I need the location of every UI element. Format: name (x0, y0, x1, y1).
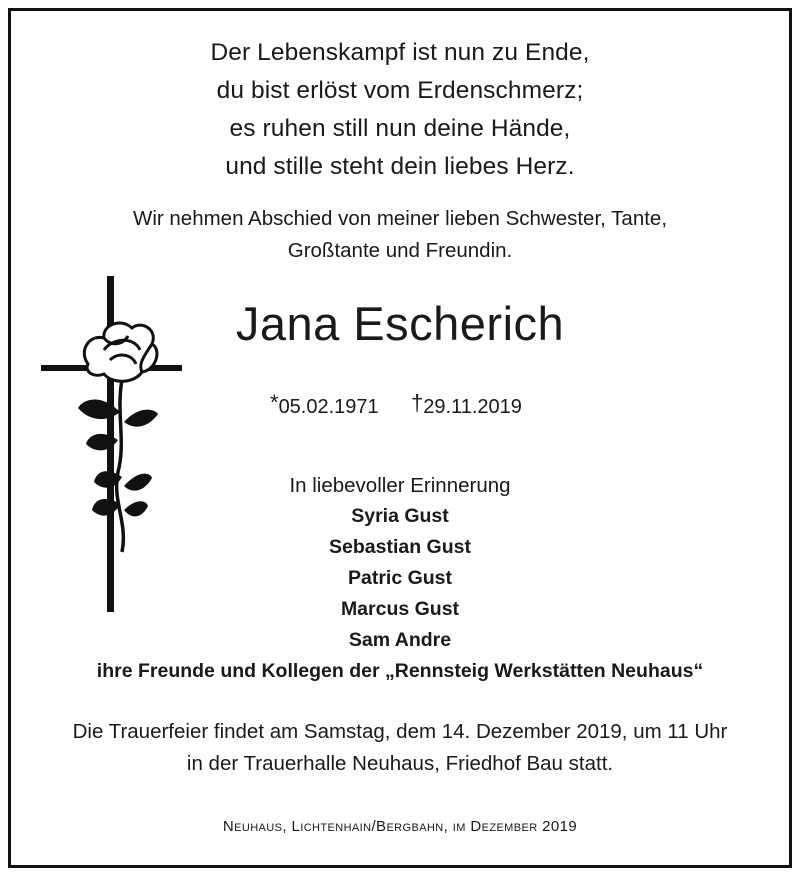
intro-line: Wir nehmen Abschied von meiner lieben Schwester, Tante, (132, 207, 668, 230)
cross-with-rose-icon (38, 272, 188, 617)
death-date: 29.11.2019 (423, 396, 522, 418)
intro-line: Großtante und Freundin. (287, 239, 513, 262)
leaf (124, 474, 152, 491)
birth-date: 05.02.1971 (278, 396, 379, 418)
ceremony-line: in der Trauerhalle Neuhaus, Friedhof Bau statt. (186, 752, 614, 775)
poem (0, 34, 800, 186)
rose-stem (117, 380, 124, 552)
leaf (124, 410, 158, 427)
friends-line: ihre Freunde und Kollegen der „Rennsteig Werkstätten Neuhaus“ (96, 660, 704, 682)
death-cross-icon: † (411, 390, 424, 415)
birth-date-group (270, 388, 379, 422)
mourner-name: Sebastian Gust (329, 536, 471, 558)
leaf (124, 501, 148, 516)
rose-bloom (84, 323, 157, 381)
farewell-intro (0, 203, 800, 267)
ceremony-info (0, 716, 800, 780)
poem-line: es ruhen still nun deine Hände, (229, 115, 571, 142)
leaf (92, 499, 120, 516)
death-date-group (411, 388, 522, 422)
ceremony-line: Die Trauerfeier findet am Samstag, dem 14. Dezember 2019, um 11 Uhr (72, 720, 728, 743)
mourner-name: Marcus Gust (340, 598, 460, 620)
poem-line: und stille steht dein liebes Herz. (225, 153, 575, 180)
poem-line: Der Lebenskampf ist nun zu Ende, (210, 39, 590, 66)
birth-star-icon: * (270, 390, 279, 415)
deceased-name: Jana Escherich (235, 297, 565, 350)
poem-line: du bist erlöst vom Erdenschmerz; (216, 77, 584, 104)
remembrance-line: In liebevoller Erinnerung (289, 474, 511, 497)
mourner-name: Syria Gust (351, 505, 449, 527)
mourner-name: Sam Andre (348, 629, 452, 651)
mourner-name: Patric Gust (347, 567, 453, 589)
place-and-date: Neuhaus, Lichtenhain/Bergbahn, im Dezember 2019 (222, 818, 578, 835)
